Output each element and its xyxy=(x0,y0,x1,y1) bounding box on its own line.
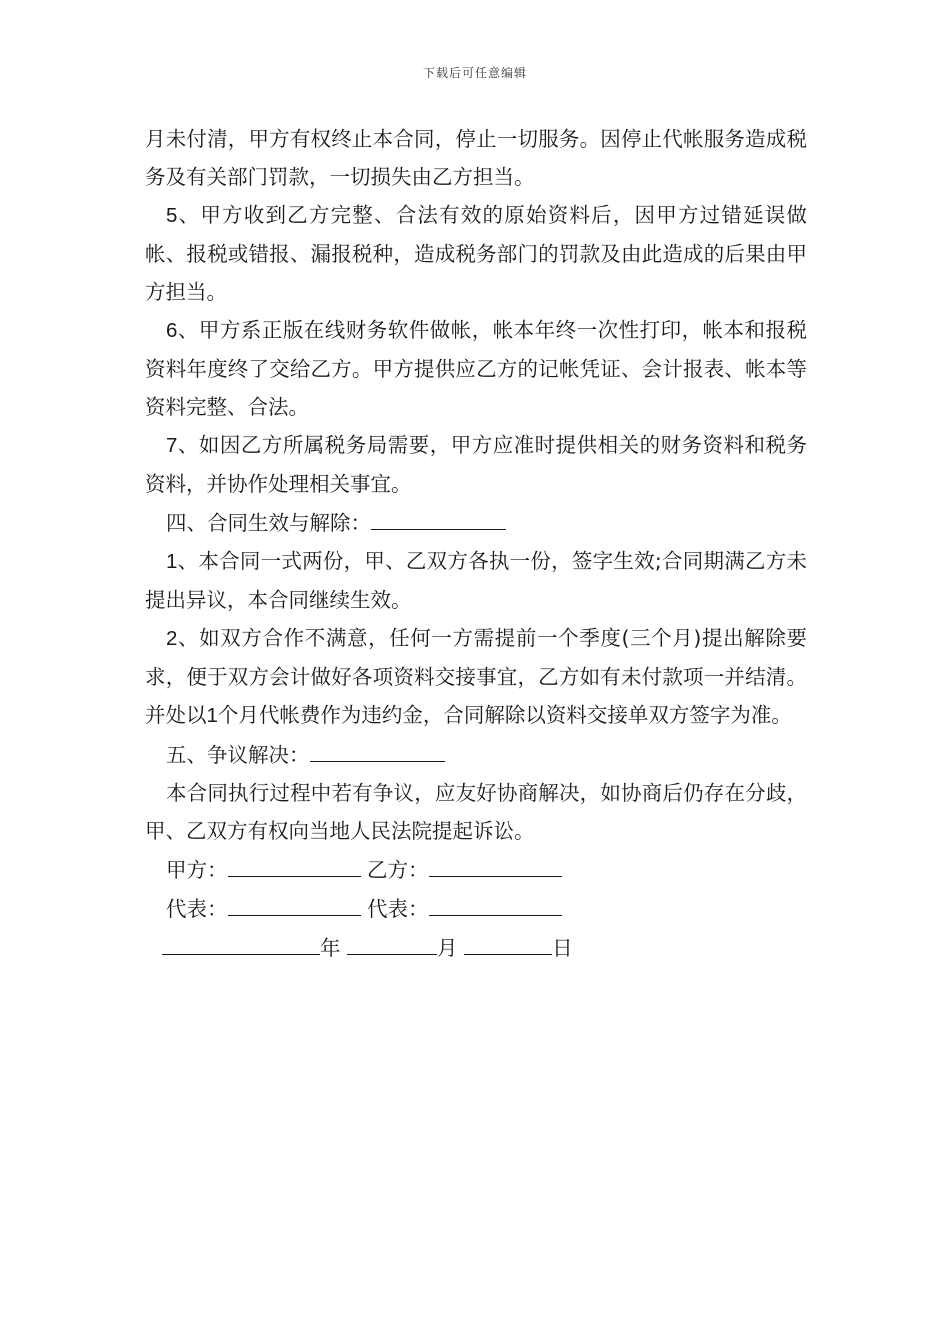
paragraph-continuation: 月未付清，甲方有权终止本合同，停止一切服务。因停止代帐服务造成税务及有关部门罚款，一切损失由乙方担当。 xyxy=(145,127,807,189)
heading-blank-line xyxy=(371,503,506,530)
month-label: 月 xyxy=(437,936,458,960)
clause-text: 、甲方收到乙方完整、合法有效的原始资料后，因甲方过错延误做帐、报税或错报、漏报税种，造成税务部门的罚款及由此造成的后果由甲方担当。 xyxy=(145,203,807,304)
party-b-label: 乙方： xyxy=(367,858,429,882)
clause-5 xyxy=(145,196,807,311)
clause-4-1 xyxy=(145,542,807,619)
representative-signature-row xyxy=(145,889,807,928)
penalty-months: 1 xyxy=(206,704,218,727)
clause-text: 、本合同一式两份，甲、乙双方各执一份，签字生效;合同期满乙方未提出异议，本合同继续生效。 xyxy=(145,549,807,612)
clause-text: 、甲方系正版在线财务软件做帐，帐本年终一次性打印，帐本和报税资料年度终了交给乙方。甲方提供应乙方的记帐凭证、会计报表、帐本等资料完整、合法。 xyxy=(145,318,807,419)
date-row xyxy=(145,928,807,967)
party-b-blank[interactable] xyxy=(429,850,562,877)
day-blank[interactable] xyxy=(464,928,552,955)
clause-5-body: 本合同执行过程中若有争议，应友好协商解决，如协商后仍存在分歧，甲、乙双方有权向当地人民法院提起诉讼。 xyxy=(145,781,807,843)
party-a-label: 甲方： xyxy=(166,858,228,882)
page-header: 下载后可任意编辑 xyxy=(422,66,527,80)
section-heading-text: 五、争议解决： xyxy=(166,743,310,767)
clause-number: 5 xyxy=(166,204,178,227)
party-a-blank[interactable] xyxy=(228,850,361,877)
clause-text: 个月代帐费作为违约金，合同解除以资料交接单双方签字为准。 xyxy=(217,703,792,727)
section-5-heading xyxy=(145,735,807,774)
section-heading-text: 四、合同生效与解除： xyxy=(166,511,371,535)
section-4-heading xyxy=(145,503,807,542)
clause-7 xyxy=(145,426,807,503)
party-signature-row xyxy=(145,850,807,889)
contract-body xyxy=(145,120,807,967)
rep-a-blank[interactable] xyxy=(228,889,361,916)
rep-a-label: 代表： xyxy=(166,897,228,921)
rep-b-label: 代表： xyxy=(367,897,429,921)
year-blank[interactable] xyxy=(162,928,320,955)
clause-text: 、如双方合作不满意，任何一方需提前一个季度(三个月)提出解除要求，便于双方会计做好各项资料交接事宜，乙方如有未付款项一并结清。并处以 xyxy=(145,626,807,727)
heading-blank-line xyxy=(310,735,445,762)
day-label: 日 xyxy=(552,936,573,960)
month-blank[interactable] xyxy=(347,928,437,955)
clause-number: 6 xyxy=(166,319,178,342)
clause-6 xyxy=(145,311,807,426)
clause-number: 2 xyxy=(166,627,178,650)
clause-number: 1 xyxy=(166,550,178,573)
rep-b-blank[interactable] xyxy=(429,889,562,916)
clause-4-2 xyxy=(145,619,807,735)
year-label: 年 xyxy=(320,936,341,960)
clause-number: 7 xyxy=(166,434,178,457)
clause-text: 、如因乙方所属税务局需要，甲方应准时提供相关的财务资料和税务资料，并协作处理相关事宜。 xyxy=(145,433,807,496)
